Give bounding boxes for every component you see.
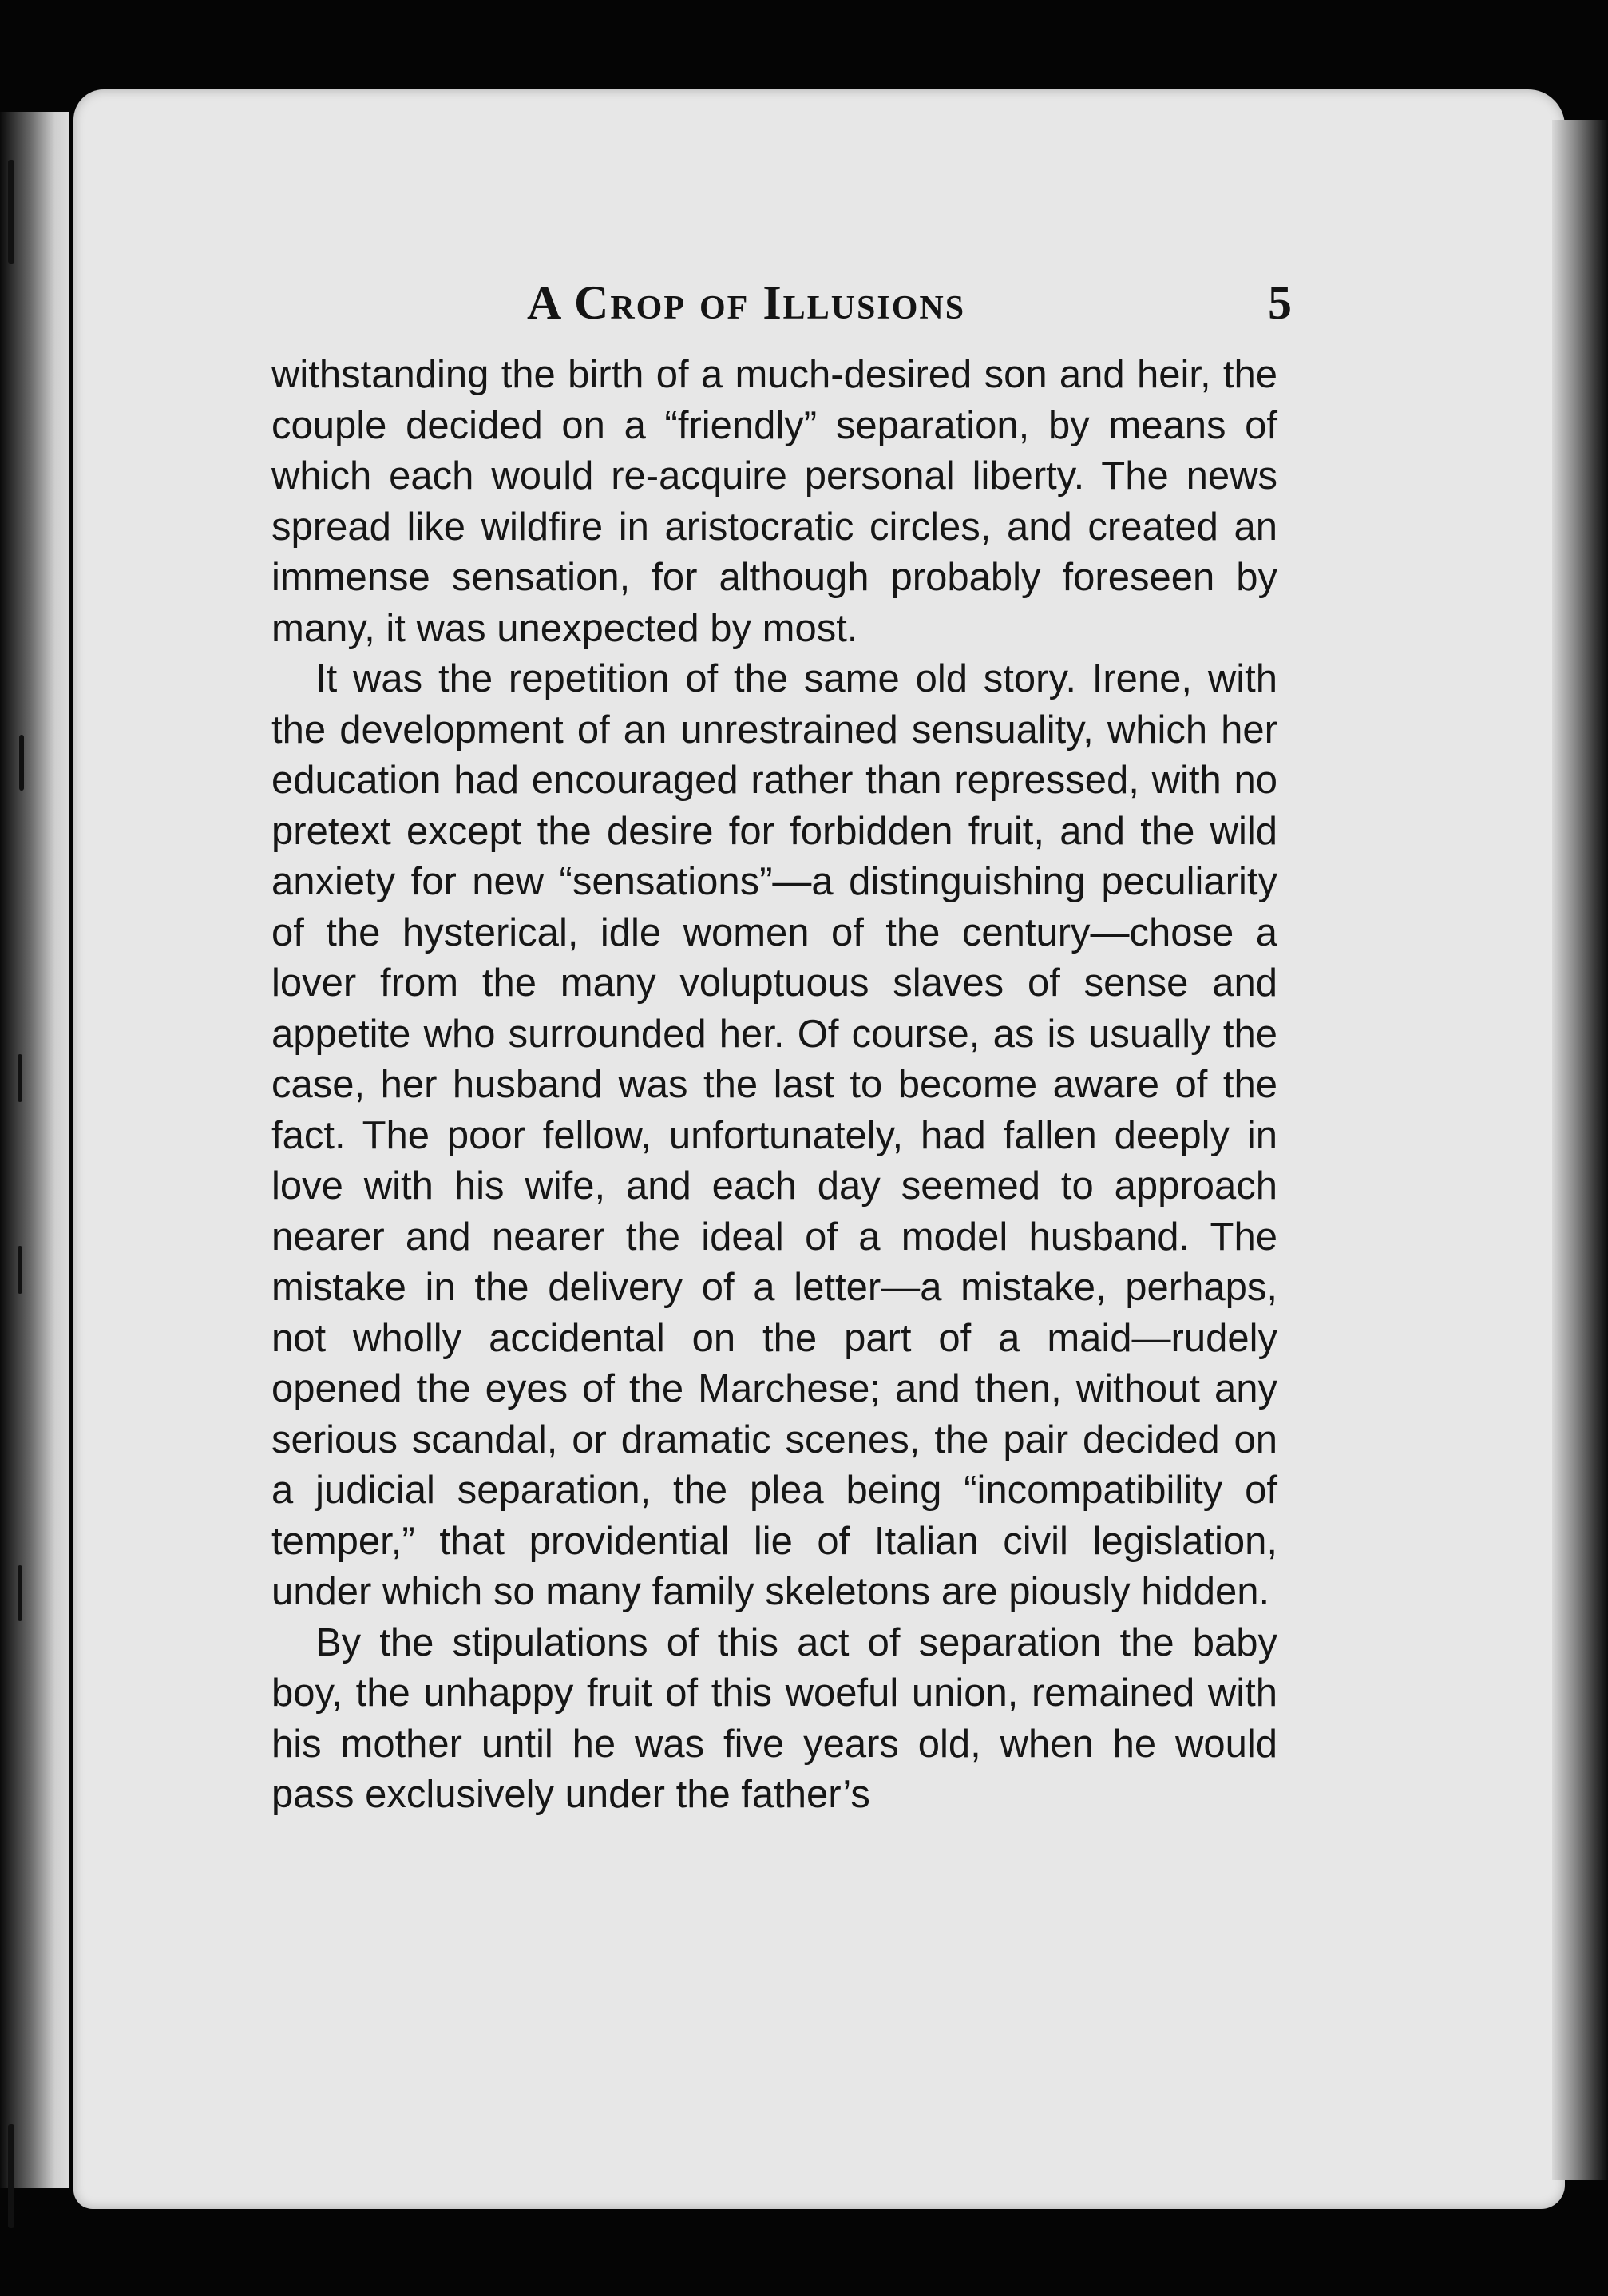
binding-mark (8, 2124, 14, 2228)
binding-mark (8, 160, 14, 264)
paragraph: withstanding the birth of a much-desired son and heir, the couple decided on a “friendly” separation, by means of which each would re-acquire personal liberty. The news spread like wildfire in aristocratic circles, and created an immense sensation, for although probably foreseen by many, it was unexpected by most. (271, 353, 1277, 650)
book-spine-edge (0, 112, 69, 2188)
paragraph: By the stipulations of this act of separation the baby boy, the unhappy fruit of this woeful union, remained with his mother until he was five years old, when he would pass exclusively under the father’s (271, 1620, 1277, 1816)
running-title: A Crop of Illusions (527, 276, 966, 329)
binding-mark (19, 735, 24, 791)
paragraph: It was the repetition of the same old story. Irene, with the development of an unrestrained sensuality, which her education had encouraged rather than repressed, with no pretext except the desire for forbidden fruit, and the wild anxiety for new “sensations”—a distinguishing peculiarity of the hysterical, idle women of the century—chose a lover from the many voluptuous slaves of sense and appetite who surrounded her. Of course, as is usually the case, her husband was the last to become aware of the fact. The poor fellow, unfortunately, had fallen deeply in love with his wife, and each day seemed to approach nearer and nearer the ideal of a model husband. The mistake in the delivery of a letter—a mistake, perhaps, not wholly accidental on the part of a maid—rudely opened the eyes of the Marchese; and then, without any serious scandal, or dramatic scenes, the pair decided on a judicial separation, the plea being “incompatibility of temper,” that providential lie of Italian civil legislation, under which so many family skeletons are piously hidden. (271, 657, 1277, 1613)
binding-mark (18, 1565, 22, 1621)
page-fore-edge (1552, 120, 1608, 2180)
binding-mark (18, 1246, 22, 1294)
binding-mark (18, 1054, 22, 1102)
body-text (271, 350, 1277, 1821)
running-header (527, 276, 1293, 339)
page-number: 5 (1268, 276, 1293, 329)
